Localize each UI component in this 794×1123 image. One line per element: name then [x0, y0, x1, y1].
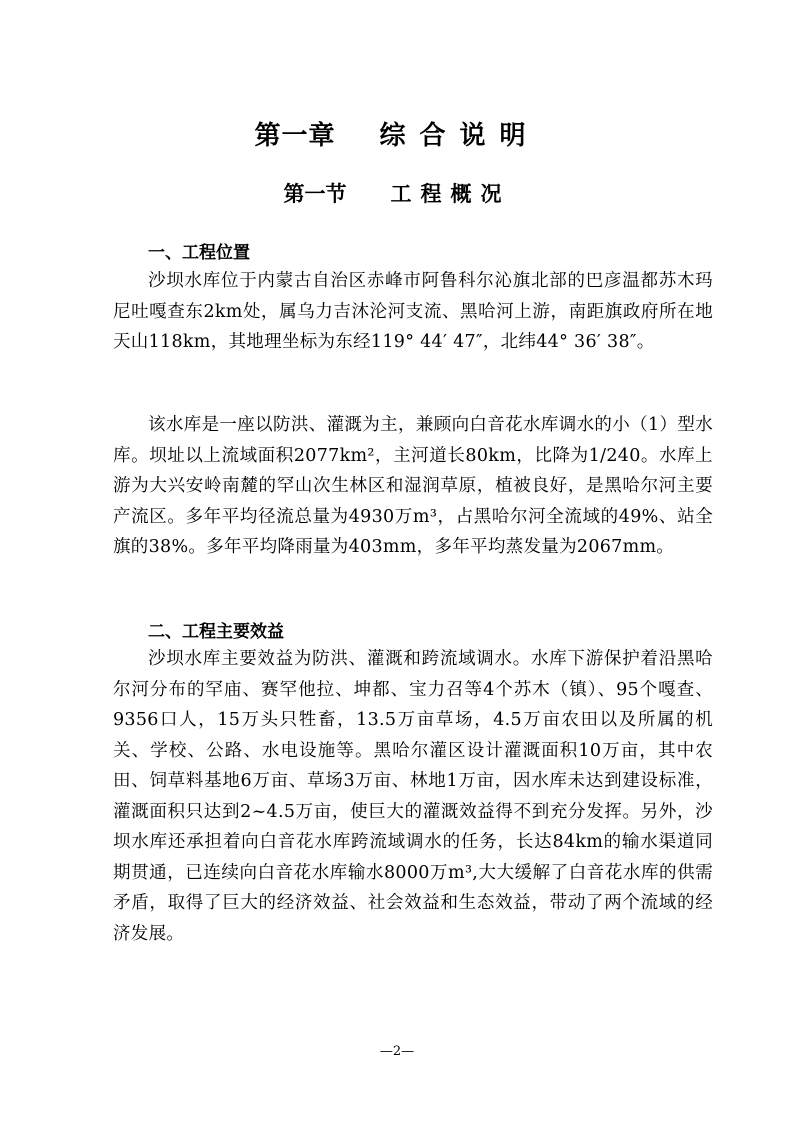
- page-number: —2—: [379, 1044, 415, 1059]
- heading-location: 一、工程位置: [148, 243, 250, 263]
- heading-benefits: 二、工程主要效益: [148, 622, 284, 642]
- section-label: 第一节: [283, 181, 347, 206]
- chapter-title: [0, 115, 794, 152]
- paragraph-location: 沙坝水库位于内蒙古自治区赤峰市阿鲁科尔沁旗北部的巴彦温都苏木玛尼吐嘎查东2km处，属乌力吉沐沦河支流、黑哈河上游，南距旗政府所在地天山118km，其地理坐标为东经119° 44′ 47″，北纬44° 36′ 38″。: [113, 271, 713, 352]
- paragraph-reservoir-overview: 该水库是一座以防洪、灌溉为主，兼顾向白音花水库调水的小（1）型水库。坝址以上流域面积2077km²，主河道长80km，比降为1/240。水库上游为大兴安岭南麓的罕山次生林区和湿润草原，植被良好，是黑哈尔河主要产流区。多年平均径流总量为4930万m³，占黑哈尔河全流域的49%、站全旗的38%。多年平均降雨量为403mm，多年平均蒸发量为2067mm。: [113, 415, 713, 557]
- paragraph-benefits: 沙坝水库主要效益为防洪、灌溉和跨流域调水。水库下游保护着沿黑哈尔河分布的罕庙、赛罕他拉、坤都、宝力召等4个苏木（镇）、95个嘎查、9356口人，15万头只牲畜，13.5万亩草场，4.5万亩农田以及所属的机关、学校、公路、水电设施等。黑哈尔灌区设计灌溉面积10万亩，其中农田、饲草料基地6万亩、草场3万亩、林地1万亩，因水库未达到建设标准，灌溉面积只达到2~4.5万亩，使巨大的灌溉效益得不到充分发挥。另外，沙坝水库还承担着向白音花水库跨流域调水的任务，长达84km的输水渠道同期贯通，已连续向白音花水库输水8000万m³,大大缓解了白音花水库的供需矛盾，取得了巨大的经济效益、社会效益和生态效益，带动了两个流域的经济发展。: [113, 649, 713, 944]
- section-name: 工程概况: [390, 181, 511, 206]
- chapter-label: 第一章: [254, 121, 336, 151]
- section-title: [0, 178, 794, 208]
- chapter-name: 综合说明: [379, 121, 540, 151]
